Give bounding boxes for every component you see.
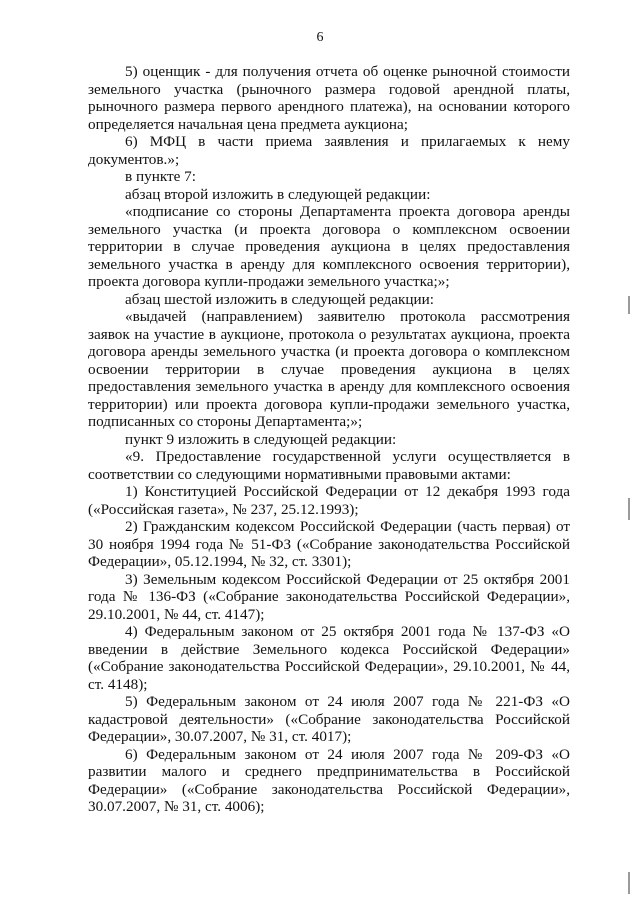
paragraph-point-9-text: «9. Предоставление государственной услуги осуществляется в соответствии со следующими нормативными правовыми актами: xyxy=(88,448,570,483)
paragraph-point-7-intro: в пункте 7: xyxy=(125,168,196,185)
scan-edge-mark xyxy=(628,296,630,314)
paragraph-signing: «подписание со стороны Департамента проекта договора аренды земельного участка (и проекта договора о комплексном освоении территории в случае проведения аукциона в целях предоставления земельного участка в аренду для комплексного освоения территории), проекта договора купли-продажи земельного участка;»; xyxy=(88,203,570,290)
scan-edge-mark xyxy=(628,872,630,894)
list-item-law-137: 4) Федеральным законом от 25 октября 2001 года № 137-ФЗ «О введении в действие Земельного кодекса Российской Федерации» («Собрание законодательства Российской Федерации», 29.10.2001, № 44, ст. 4148); xyxy=(88,623,570,693)
paragraph-mfc: 6) МФЦ в части приема заявления и прилагаемых к нему документов.»; xyxy=(88,133,570,168)
paragraph-second-abzac-intro: абзац второй изложить в следующей редакции: xyxy=(125,185,431,203)
document-body xyxy=(88,63,570,816)
scan-edge-mark xyxy=(628,498,630,520)
page-number: 6 xyxy=(316,30,324,45)
paragraph-issuance: «выдачей (направлением) заявителю протокола рассмотрения заявок на участие в аукционе, протокола о результатах аукциона, проекта договора аренды земельного участка (и проекта договора о комплексном освоении территории в случае проведения аукциона в целях предоставления земельного участка в аренду для комплексного освоения территории) или проекта договора купли-продажи земельного участка, подписанных со стороны Департамента;»; xyxy=(88,308,570,430)
list-item-civil-code: 2) Гражданским кодексом Российской Федерации (часть первая) от 30 ноября 1994 года № 51-ФЗ («Собрание законодательства Российской Федерации», 05.12.1994, № 32, ст. 3301); xyxy=(88,518,570,570)
list-item-land-code: 3) Земельным кодексом Российской Федерации от 25 октября 2001 года № 136-ФЗ («Собрание законодательства Российской Федерации», 29.10.2001, № 44, ст. 4147); xyxy=(88,570,570,623)
paragraph-appraiser: 5) оценщик - для получения отчета об оценке рыночной стоимости земельного участка (рыночного размера годовой арендной платы, рыночного размера первого арендного платежа), на основании которого определяется начальная цена предмета аукциона; xyxy=(88,63,570,133)
paragraph-point-9-intro: пункт 9 изложить в следующей редакции: xyxy=(125,430,397,448)
paragraph-sixth-abzac-intro: абзац шестой изложить в следующей редакции: xyxy=(125,290,434,308)
list-item-constitution: 1) Конституцией Российской Федерации от 12 декабря 1993 года («Российская газета», № 237, 25.12.1993); xyxy=(88,483,570,518)
list-item-law-221: 5) Федеральным законом от 24 июля 2007 года № 221-ФЗ «О кадастровой деятельности» («Собрание законодательства Российской Федерации», 30.07.2007, № 31, ст. 4017); xyxy=(88,693,570,745)
list-item-law-209: 6) Федеральным законом от 24 июля 2007 года № 209-ФЗ «О развитии малого и среднего предпринимательства в Российской Федерации» («Собрание законодательства Российской Федерации», 30.07.2007, № 31, ст. 4006); xyxy=(88,745,570,815)
